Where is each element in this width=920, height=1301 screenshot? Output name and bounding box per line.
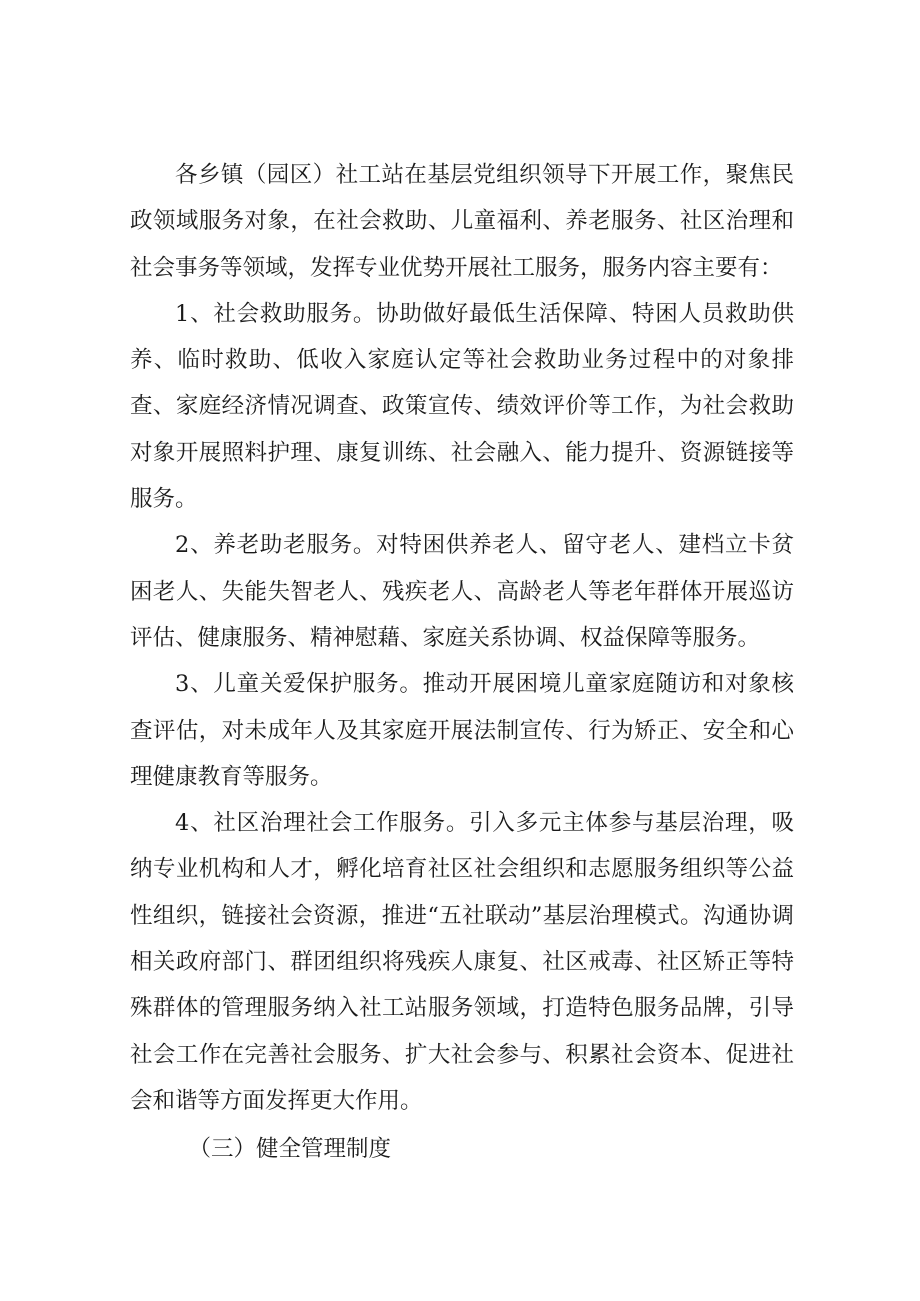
child-protection-paragraph: 3、儿童关爱保护服务。推动开展困境儿童家庭随访和对象核查评估，对未成年人及其家庭开展法制宣传、行为矫正、安全和心理健康教育等服务。 [130, 671, 794, 790]
community-governance-paragraph: 4、社区治理社会工作服务。引入多元主体参与基层治理，吸纳专业机构和人才，孵化培育社区社会组织和志愿服务组织等公益性组织，链接社会资源，推进“五社联动”基层治理模式。沟通协调相关政府部门、群团组织将残疾人康复、社区戒毒、社区矫正等特殊群体的管理服务纳入社工站服务领域，打造特色服务品牌，引导社会工作在完善社会服务、扩大社会参与、积累社会资本、促进社会和谐等方面发挥更大作用。 [130, 810, 794, 1114]
document-body [130, 152, 794, 1173]
social-assistance-paragraph: 1、社会救助服务。协助做好最低生活保障、特困人员救助供养、临时救助、低收入家庭认定等社会救助业务过程中的对象排查、家庭经济情况调查、政策宣传、绩效评价等工作，为社会救助对象开展照料护理、康复训练、社会融入、能力提升、资源链接等服务。 [130, 300, 794, 513]
elderly-service-paragraph: 2、养老助老服务。对特困供养老人、留守老人、建档立卡贫困老人、失能失智老人、残疾老人、高龄老人等老年群体开展巡访评估、健康服务、精神慰藉、家庭关系协调、权益保障等服务。 [130, 532, 794, 651]
intro-paragraph: 各乡镇（园区）社工站在基层党组织领导下开展工作，聚焦民政领域服务对象，在社会救助、儿童福利、养老服务、社区治理和社会事务等领域，发挥专业优势开展社工服务，服务内容主要有： [130, 162, 794, 281]
section-heading: （三）健全管理制度 [188, 1136, 392, 1163]
